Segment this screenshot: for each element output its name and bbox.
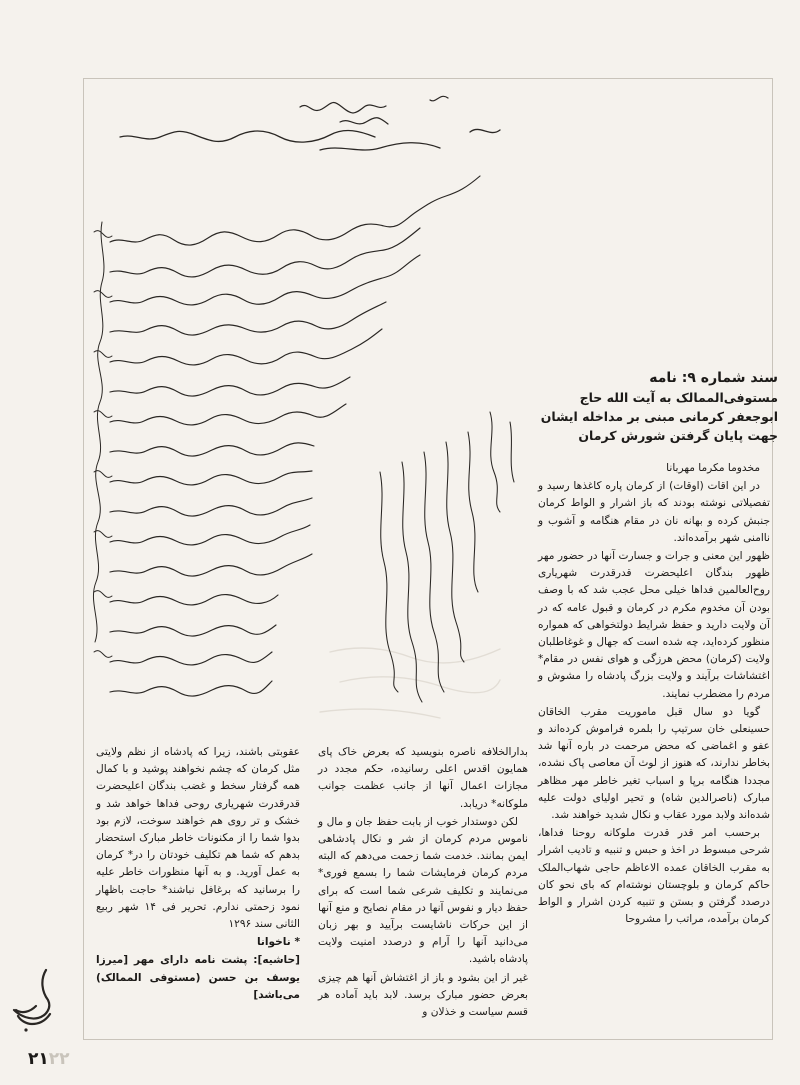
paragraph: ظهور این معنی و جرات و جسارت آنها در حضور مهر ظهور بندگان اعلیحضرت قدرقدرت شهریاری روح‌العالمین فداها خیلی محل عجب شد که با وصف بودن آن مخدوم مکرم در کرمان و قبول عامه که در آن ولایت دارید و حفظ شرایط دولتخواهی که همواره منظور کرده‌اید، چه شده است که جهال و غوغاطلبان ولایت (کرمان) محض هرزگی و هوای نفس در مقام* اغتشاشات برآیند و ولایت بزرگ پادشاه را مشوش و مردم را مضطرب نمایند.	[538, 550, 770, 700]
paragraph: غیر از این بشود و باز از اغتشاش آنها هم چیزی بعرض حضور مبارک برسد. لابد باید آماده هر قسم سیاست و خذلان و	[318, 971, 528, 1019]
paragraph: عقوبتی باشند، زیرا که پادشاه از نظم ولایتی مثل کرمان که چشم نخواهند پوشید و با کمال همه گرفتار سخط و غضب بندگان اعلیحضرت قدرقدرت شهریاری روحی فداها خواهد شد و خشک و تر روی هم خواهند سوخت، لازم بود بدوا شما را از مکنونات خاطر مبارک استحضار بدهم که شما هم تکلیف خودتان را در* کرمان به عمل آورید. و به آنها منظورات خاطر علیه را برسانید که برغافل نباشند* حاجت باظهار نمود زحمتی ندارم. تحریر فی ۱۴ شهر ربیع الثانی سند ۱۲۹۶	[96, 746, 300, 931]
heading-line-4: جهت پایان گرفتن شورش کرمان	[578, 428, 778, 443]
paragraph: گویا دو سال قبل ماموریت مقرب الخاقان حسینعلی خان سرتیپ را بلمره فراموش کرده‌اند و عفو و اغماضی که محض مرحمت در باره آنها شد بخاطر ندارند، که هنوز از لوث آن معاصی پاک نشده، مجددا هنگامه برپا و اسباب تغیر خاطر مهر مظاهر مبارک (ناصرالدین شاه) و تحیر اولیای دولت علیه شده‌اند ولابد مورد عقاب و نکال شدید خواهند شد.	[538, 705, 770, 822]
kerman-logo	[6, 966, 58, 1036]
paragraph: برحسب امر قدر قدرت ملوکانه روحنا فداها، شرحی مبسوط در اخذ و حبس و تنبیه و تادیب اشرار به مقرب الخاقان عمده الاعاظم حاجی شهاب‌الملک حاکم کرمان و بلوچستان نوشته‌ام که بای نحو کان درصدد گرفتن و بستن و تنبیه کردن اشرار و الواط کرمان برآمده، مراتب را مشروحا	[538, 827, 770, 926]
paragraph: بدارالخلافه ناصره بنویسید که بعرض خاک پای همایون اقدس اعلی رسانیده، حکم مجدد در مجازات اعمال آنها از جانب عظمت جوانب ملوکانه* دریابد.	[318, 746, 528, 810]
page-number	[28, 1049, 70, 1069]
paragraph: لکن دوستدار خوب از بابت حفظ جان و مال و ناموس مردم کرمان از شر و نکال پادشاهی ایمن بمانند. خدمت شما زحمت می‌دهم که البته مردم کرمان فرمایشات شما را بسمع فوری* می‌نمایند و تکلیف شرعی شما است که برای حفظ دیار و نفوس آنها در مقام نصایح و منع آنها از این حرکات ناشایست برآیید و بهر زبان می‌دانید آنها را آرام و درصدد امنیت ولایت پادشاه باشید.	[318, 815, 528, 966]
paragraph: در این اقات (اوقات) از کرمان پاره کاغذها رسید و تفصیلاتی نوشته بودند که باز اشرار و الواط کرمان جنبش کرده و بهانه نان در مقام هنگامه و آشوب و ناامنی شهر برآمده‌اند.	[538, 480, 770, 544]
salutation: مخدوما مکرما مهربانا	[666, 462, 760, 474]
heading-line-3: ابوجعفر کرمانی مبنی بر مداخله ایشان	[540, 409, 778, 424]
text-column-middle	[318, 744, 528, 1022]
heading-line-2: مستوفی‌الممالک به آیت الله حاج	[579, 390, 778, 405]
page-number-faded: ۲۲	[48, 1049, 70, 1069]
text-column-left	[96, 744, 300, 1005]
text-column-right	[538, 460, 770, 929]
page-number-current: ۲۱	[28, 1049, 49, 1069]
handwritten-letter-image	[90, 92, 540, 732]
document-heading	[538, 368, 778, 445]
margin-note: [حاشیه]: پشت نامه دارای مهر [میرزا یوسف بن حسن (مستوفی الممالک) می‌باشد]	[96, 954, 300, 1001]
unreadable-note: * ناخوانا	[256, 936, 300, 949]
document-number: سند شماره ۹: نامه	[649, 370, 778, 386]
